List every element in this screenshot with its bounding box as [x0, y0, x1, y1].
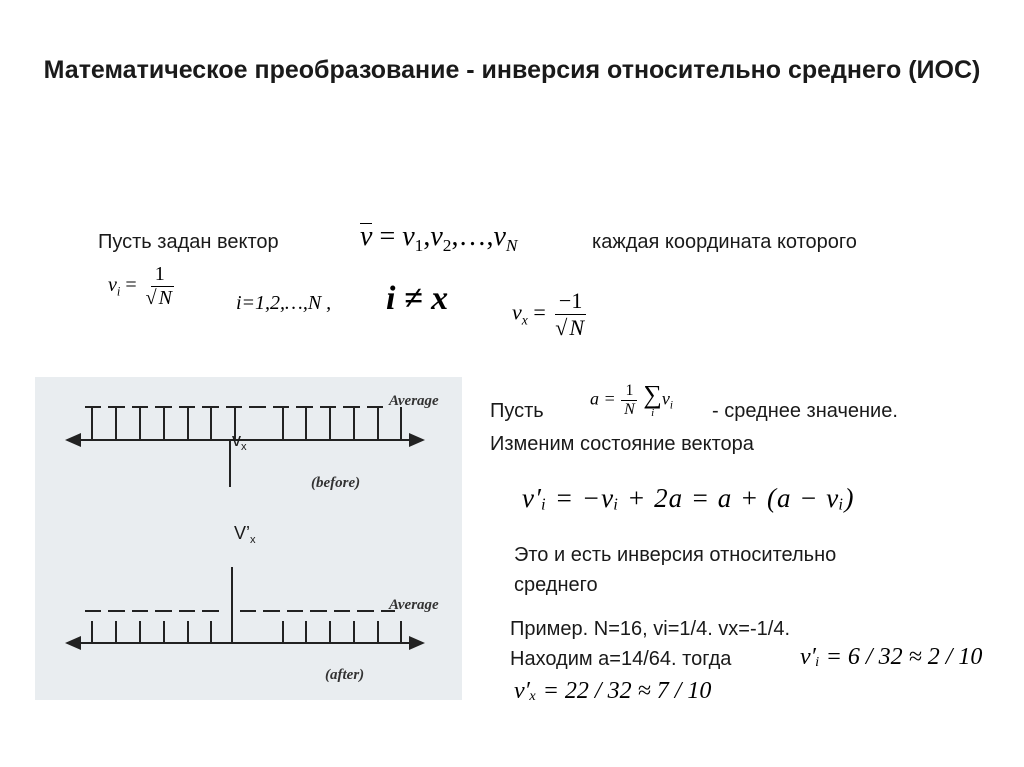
after-label: (after) [325, 667, 365, 683]
mean-line2: Изменим состояние вектора [490, 433, 754, 455]
neq-condition: i ≠ x [386, 280, 449, 317]
average-label-after: Average [389, 597, 439, 613]
page-title: Математическое преобразование - инверсия относительно среднего (ИОС) [43, 56, 981, 84]
vector-lhs: v [360, 221, 373, 252]
vpx-label: $V’_x$ [234, 523, 256, 546]
index-range: i=1,2,…,N , [236, 292, 332, 314]
vx-label: $v_x$ [232, 430, 247, 453]
mean-prefix: Пусть [490, 400, 544, 422]
conclusion-line2: среднего [514, 574, 598, 596]
vi-denominator: N [158, 287, 172, 309]
inversion-figure [35, 377, 462, 700]
conclusion-line1: Это и есть инверсия относительно [514, 544, 837, 566]
inversion-formula: v′ᵢ = −vᵢ + 2a = a + (a − vᵢ) [522, 483, 855, 513]
vx-denominator: N [569, 315, 585, 340]
mean-suffix: - среднее значение. [712, 400, 898, 422]
conclusion [514, 540, 836, 600]
vi-numerator: 1 [151, 263, 169, 287]
example-formula-vx: v′ₓ = 22 / 32 ≈ 7 / 10 [514, 678, 712, 704]
vi-formula: $v_i$ = $\frac{1}{√ N}$ [108, 263, 172, 309]
example-line1: Пример. N=16, vi=1/4. vx=-1/4. [510, 618, 790, 640]
intro-suffix: каждая координата которого [592, 231, 857, 253]
before-axis-right-arrow [409, 433, 425, 447]
mean-formula: a = $\frac{1}{N}$ ∑ i $v_i$ [590, 380, 673, 419]
average-label-before: Average [389, 393, 439, 409]
example-line2: Находим a=14/64. тогда [510, 648, 732, 670]
after-axis-left-arrow [65, 636, 81, 650]
vector-bar [360, 223, 372, 224]
before-label: (before) [311, 475, 361, 491]
after-axis-right-arrow [409, 636, 425, 650]
vx-numerator: −1 [555, 288, 586, 315]
after-bars [92, 621, 401, 643]
before-axis-left-arrow [65, 433, 81, 447]
example-text [510, 614, 790, 674]
intro-prefix: Пусть задан вектор [98, 231, 279, 253]
vector-definition: v = $v_1,v_2,\dots,v_N$ [360, 221, 518, 256]
example-formula-vi: v′ᵢ = 6 / 32 ≈ 2 / 10 [800, 644, 983, 670]
vx-formula: $v_x$ = $\frac{-1}{√N}$ [512, 288, 590, 341]
